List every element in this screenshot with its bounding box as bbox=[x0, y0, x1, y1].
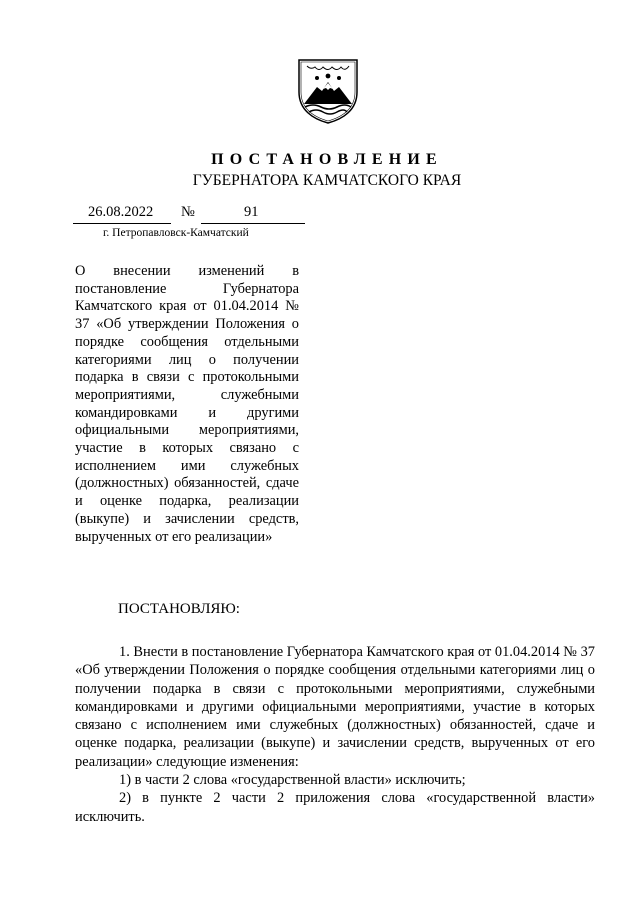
issuer-title: ГУБЕРНАТОРА КАМЧАТСКОГО КРАЯ bbox=[192, 172, 462, 189]
kamchatka-emblem-icon bbox=[297, 58, 359, 124]
paragraph-1: 1. Внести в постановление Губернатора Камчатского края от 01.04.2014 № 37 «Об утверждении Положения о порядке сообщения отдельными категориями лиц о получении подарка в связи с протокольными мероприятиями, служебными командировками и другими официальными мероприятиями, участие в которых связано с исполнением ими служебных (должностных) обязанностей, сдаче и оценке подарка, реализации (выкупе) и зачислении средств, вырученных от его реализации» следующие изменения: bbox=[75, 644, 595, 770]
decree-word: ПОСТАНОВЛЯЮ: bbox=[118, 601, 240, 617]
document-subject: О внесении изменений в постановление Губернатора Камчатского края от 01.04.2014 № 37 «Об утверждении Положения о порядке сообщения отдельными категориями лиц о получении подарка в связи с протокольными мероприятиями, служебными командировками и другими официальными мероприятиями, участие в которых связано с исполнением ими служебных (должностных) обязанностей, сдаче и оценке подарка, реализации (выкупе) и зачислении средств, вырученных от его реализации» bbox=[75, 263, 299, 545]
document-type-title: ПОСТАНОВЛЕНИЕ bbox=[211, 151, 443, 168]
date-underline bbox=[73, 223, 171, 224]
document-body bbox=[75, 643, 595, 826]
document-number: 91 bbox=[244, 204, 259, 220]
paragraph-item-2: 2) в пункте 2 части 2 приложения слова «государственной власти» исключить. bbox=[75, 790, 595, 825]
number-underline bbox=[201, 223, 305, 224]
number-sign: № bbox=[181, 204, 195, 220]
place-of-issue: г. Петропавловск-Камчатский bbox=[103, 227, 249, 239]
document-date: 26.08.2022 bbox=[88, 204, 154, 220]
paragraph-item-1: 1) в части 2 слова «государственной власти» исключить; bbox=[119, 772, 466, 789]
